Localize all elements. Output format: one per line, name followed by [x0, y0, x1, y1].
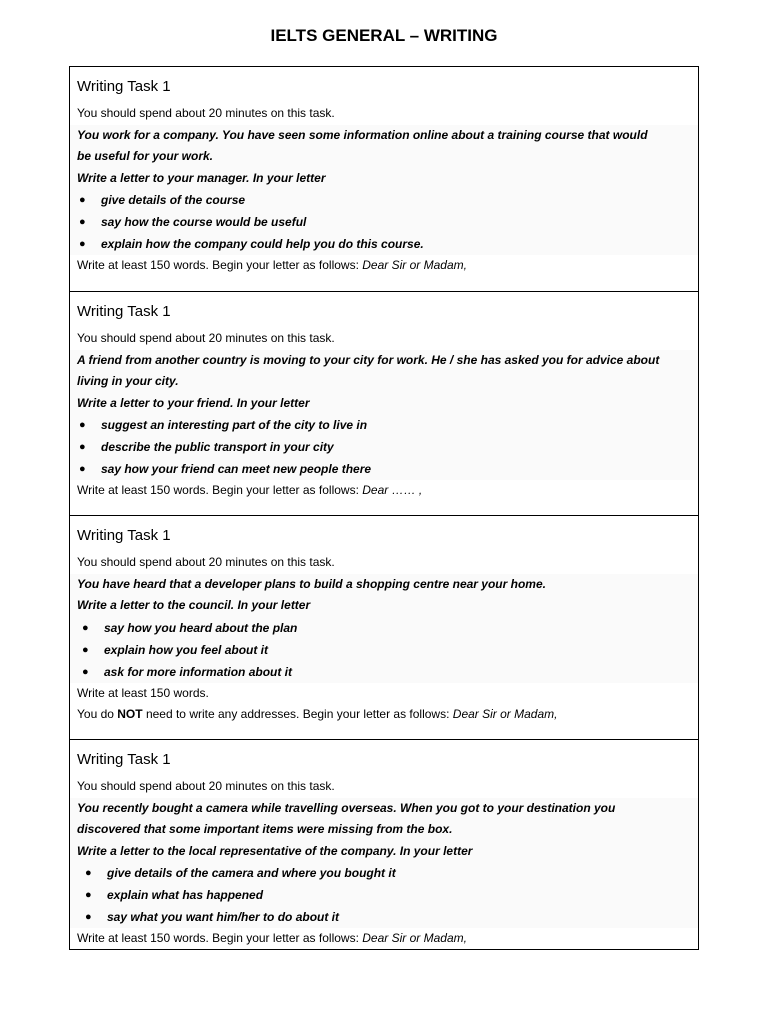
bullet-icon: ●: [79, 463, 86, 475]
letter-instruction: Write a letter to the local representative of the company. In your letter: [77, 843, 473, 858]
list-item: ● say how your friend can meet new people there: [77, 458, 698, 480]
time-instruction: You should spend about 20 minutes on this task.: [77, 555, 335, 569]
task-heading: Writing Task 1: [77, 78, 171, 95]
bullet-icon: ●: [82, 665, 89, 678]
prompt-text: You have heard that a developer plans to build a shopping centre near your home.: [77, 576, 546, 591]
task-prompt: [70, 798, 698, 929]
list-item: ● say how the course would be useful: [77, 211, 698, 233]
bullet-list: [77, 617, 698, 683]
task-prompt: [70, 350, 698, 481]
task-card: [70, 515, 698, 739]
prompt-text: A friend from another country is moving to your city for work. He / she has asked you for advice about living in your city.: [77, 352, 660, 388]
list-item: ● say how you heard about the plan: [77, 617, 698, 639]
bullet-icon: ●: [82, 621, 89, 634]
task-card: [70, 739, 698, 949]
salutation: Dear …… ,: [362, 483, 423, 497]
list-item: ● explain how the company could help you do this course.: [77, 233, 698, 255]
word-count-instruction: Write at least 150 words.: [77, 685, 209, 700]
bullet-icon: ●: [79, 238, 86, 250]
bullet-list: [77, 414, 698, 480]
bullet-icon: ●: [79, 216, 86, 228]
task-prompt: [70, 574, 698, 683]
address-instruction: You do NOT need to write any addresses. Begin your letter as follows: Dear Sir or Madam,: [77, 707, 558, 721]
task-heading: Writing Task 1: [77, 303, 171, 320]
page-title: IELTS GENERAL – WRITING: [270, 26, 498, 45]
letter-instruction: Write a letter to your manager. In your letter: [77, 170, 326, 185]
task-prompt: [70, 125, 698, 256]
word-count-instruction: Write at least 150 words. Begin your letter as follows: Dear …… ,: [77, 483, 423, 497]
list-item: ● give details of the course: [77, 189, 698, 211]
letter-instruction: Write a letter to the council. In your letter: [77, 598, 311, 612]
list-item: ● describe the public transport in your city: [77, 436, 698, 458]
task-list: [69, 66, 699, 950]
bullet-list: [77, 189, 698, 255]
word-count-instruction: Write at least 150 words. Begin your letter as follows: Dear Sir or Madam,: [77, 931, 467, 945]
task-card: [70, 67, 698, 291]
bullet-list: [77, 862, 698, 928]
letter-instruction: Write a letter to your friend. In your letter: [77, 395, 310, 410]
list-item: ● say what you want him/her to do about it: [77, 906, 698, 928]
list-item: ● explain what has happened: [77, 884, 698, 906]
task-heading: Writing Task 1: [77, 751, 171, 768]
bullet-icon: ●: [79, 419, 86, 431]
salutation: Dear Sir or Madam,: [362, 931, 467, 945]
prompt-text: You work for a company. You have seen some information online about a training course that would be useful for your work.: [77, 127, 648, 163]
word-count-instruction: Write at least 150 words. Begin your letter as follows: Dear Sir or Madam,: [77, 258, 467, 272]
task-heading: Writing Task 1: [77, 527, 171, 544]
time-instruction: You should spend about 20 minutes on this task.: [77, 331, 335, 345]
bullet-icon: ●: [79, 194, 86, 206]
time-instruction: You should spend about 20 minutes on this task.: [77, 106, 335, 120]
list-item: ● explain how you feel about it: [77, 639, 698, 661]
bullet-icon: ●: [85, 911, 92, 923]
salutation: Dear Sir or Madam,: [452, 707, 558, 721]
bullet-icon: ●: [82, 643, 89, 656]
bullet-icon: ●: [79, 441, 86, 453]
task-card: [70, 291, 698, 515]
time-instruction: You should spend about 20 minutes on this task.: [77, 779, 335, 793]
salutation: Dear Sir or Madam,: [362, 258, 467, 272]
list-item: ● ask for more information about it: [77, 661, 698, 683]
bullet-icon: ●: [85, 867, 92, 879]
bullet-icon: ●: [85, 889, 92, 901]
list-item: ● suggest an interesting part of the city to live in: [77, 414, 698, 436]
list-item: ● give details of the camera and where you bought it: [77, 862, 698, 884]
prompt-text: You recently bought a camera while travelling overseas. When you got to your destination you discovered that some important items were missing from the box.: [77, 800, 616, 836]
